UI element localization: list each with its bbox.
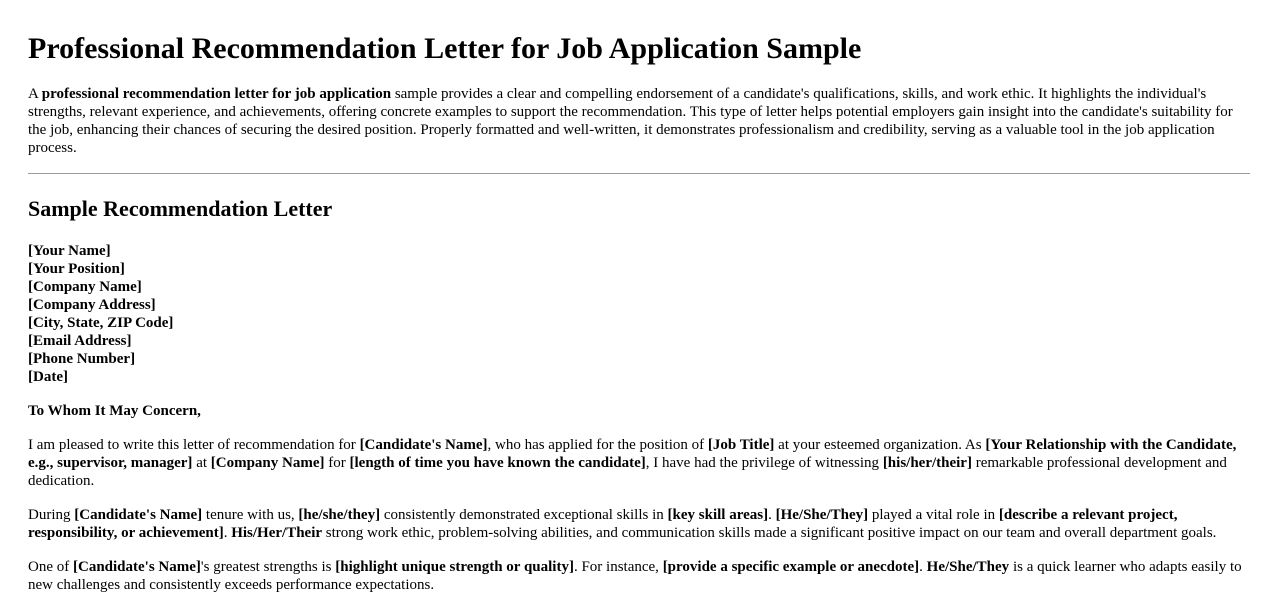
p1-placeholder: [Candidate's Name] [359,437,488,453]
page-title: Professional Recommendation Letter for Job Application Sample [28,32,862,65]
address-line-date: [Date] [28,369,68,385]
p1-placeholder: [Job Title] [707,437,775,453]
p1-text: , who has applied for the position of [487,437,708,453]
intro-text-rest: sample provides a clear and compelling endorsement of a candidate's qualifications, skills, and work ethic. It highlights the individual's strengths, relevant experience, and achievements, offering concrete examples to support the recommendation. This type of letter helps potential employers gain insight into the candidate's suitability for the job, enhancing their chances of securing the desired position. Properly formatted and well-written, it demonstrates professionalism and credibility, serving as a valuable tool in the job application process. [28,86,1233,156]
p2-placeholder: [Candidate's Name] [74,507,203,523]
p3-text: . For instance, [573,559,663,575]
address-line-city: [City, State, ZIP Code] [28,315,174,331]
p1-placeholder: [Your Relationship with the Candidate, e.g., supervisor, manager] [28,437,1237,471]
p2-placeholder: [key skill areas] [667,507,769,523]
sender-address-block [28,242,1250,386]
p1-text: , I have had the privilege of witnessing [645,455,883,471]
p2-text: played a vital role in [868,507,999,523]
p3-placeholder: He/She/They [926,559,1010,575]
p3-placeholder: [provide a specific example or anecdote] [662,559,920,575]
p3-placeholder: [Candidate's Name] [73,559,201,575]
address-line-company: [Company Name] [28,279,142,295]
p2-text: strong work ethic, problem-solving abilities, and communication skills made a significant positive impact on our team and overall department goals. [322,525,1217,541]
intro-bold-phrase: professional recommendation letter for job application [41,86,392,102]
letter-salutation: To Whom It May Concern, [28,403,201,419]
p1-placeholder: [his/her/their] [882,455,972,471]
p1-text: I am pleased to write this letter of recommendation for [28,437,360,453]
p2-placeholder: [describe a relevant project, responsibility, or achievement] [28,507,1178,541]
p2-text: . [223,525,232,541]
p1-text: at your esteemed organization. As [774,437,986,453]
p2-placeholder: [He/She/They] [775,507,869,523]
p1-text: at [192,455,211,471]
letter-paragraph-3 [28,558,1250,594]
p3-text: One of [28,559,73,575]
section-title: Sample Recommendation Letter [28,196,333,221]
p2-text: During [28,507,75,523]
p1-placeholder: [length of time you have known the candidate] [349,455,646,471]
letter-paragraph-1 [28,436,1250,490]
letter-paragraph-2 [28,506,1250,542]
p1-text: for [324,455,350,471]
address-line-name: [Your Name] [28,243,111,259]
intro-paragraph [28,85,1250,157]
p1-placeholder: [Company Name] [210,455,325,471]
address-line-email: [Email Address] [28,333,132,349]
p2-text: tenure with us, [202,507,299,523]
address-line-position: [Your Position] [28,261,125,277]
p2-placeholder: [he/she/they] [298,507,381,523]
intro-text-a: A [28,86,42,102]
p3-text: . [919,559,927,575]
p3-placeholder: [highlight unique strength or quality] [335,559,574,575]
address-line-phone: [Phone Number] [28,351,136,367]
p2-text: . [768,507,776,523]
p2-text: consistently demonstrated exceptional skills in [380,507,668,523]
p3-text: is a quick learner who adapts easily to new challenges and consistently exceeds performance expectations. [28,559,1242,593]
p2-placeholder: His/Her/Their [231,525,323,541]
address-line-company-address: [Company Address] [28,297,156,313]
p3-text: 's greatest strengths is [200,559,336,575]
p1-text: remarkable professional development and dedication. [28,455,1227,489]
section-divider [28,173,1250,174]
